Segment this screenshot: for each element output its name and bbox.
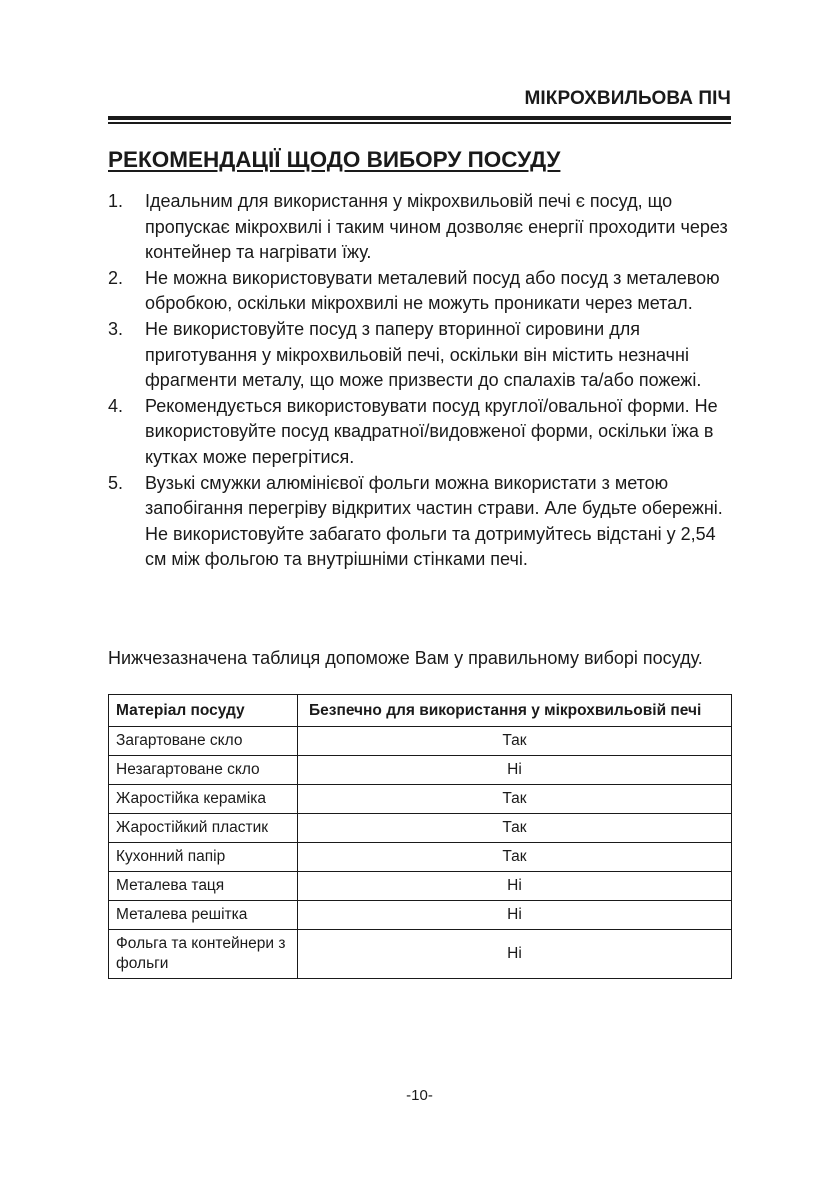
recommendation-item — [108, 317, 738, 394]
recommendation-number: 5. — [108, 472, 124, 493]
header-microwave-safe: Безпечно для використання у мікрохвильовій печі — [298, 695, 732, 727]
page-number: -10- — [406, 1087, 433, 1104]
recommendation-number: 2. — [108, 267, 124, 288]
cell-material: Фольга та контейнери з фольги — [109, 930, 298, 979]
table-intro-text: Нижчезазначена таблиця допоможе Вам у правильному виборі посуду. — [108, 648, 703, 668]
cell-material: Металева решітка — [109, 901, 298, 930]
cell-safe: Так — [298, 843, 732, 872]
recommendation-item — [108, 471, 738, 573]
recommendation-text: Рекомендується використовувати посуд круглої/овальної форми. Не використовуйте посуд квадратної/видовженої форми, оскільки їжа в кутках може перегрітися. — [145, 395, 718, 467]
table-row — [109, 756, 732, 785]
header-material: Матеріал посуду — [109, 695, 298, 727]
recommendation-number: 1. — [108, 191, 124, 211]
table-row — [109, 930, 732, 979]
table-header-row — [109, 695, 732, 727]
recommendation-item — [108, 266, 738, 317]
cell-material: Металева таця — [109, 872, 298, 901]
recommendation-text: Ідеальним для використання у мікрохвильовій печі є посуд, що пропускає мікрохвилі і таким чином дозволяє енергії проходити через контейнер та нагрівати їжу. — [145, 191, 728, 263]
cookware-safety-table — [108, 694, 732, 979]
cell-safe: Ні — [298, 901, 732, 930]
table-row — [109, 814, 732, 843]
recommendation-number: 3. — [108, 318, 124, 339]
recommendation-item — [108, 189, 738, 266]
table-row — [109, 901, 732, 930]
cell-material: Жаростійка кераміка — [109, 785, 298, 814]
recommendations-list — [108, 189, 738, 573]
recommendation-number: 4. — [108, 395, 124, 416]
cell-material: Незагартоване скло — [109, 756, 298, 785]
section-title: РЕКОМЕНДАЦІЇ ЩОДО ВИБОРУ ПОСУДУ — [108, 147, 561, 172]
running-header-title: МІКРОХВИЛЬОВА ПІЧ — [524, 88, 731, 109]
table-row — [109, 727, 732, 756]
cell-safe: Ні — [298, 872, 732, 901]
recommendation-item — [108, 394, 738, 471]
cell-safe: Так — [298, 785, 732, 814]
cell-material: Жаростійкий пластик — [109, 814, 298, 843]
cell-safe: Ні — [298, 930, 732, 979]
recommendation-text: Не використовуйте посуд з паперу вторинної сировини для приготування у мікрохвильовій печі, оскільки він містить незначні фрагменти металу, що може призвести до спалахів та/або пожежі. — [145, 318, 702, 391]
table-row — [109, 872, 732, 901]
cell-safe: Так — [298, 727, 732, 756]
cell-safe: Так — [298, 814, 732, 843]
cell-safe: Ні — [298, 756, 732, 785]
recommendation-text: Не можна використовувати металевий посуд або посуд з металевою обробкою, оскільки мікрохвилі не можуть проникати через метал. — [145, 267, 720, 314]
header-rule-thick — [108, 116, 731, 120]
header-rule-thin — [108, 122, 731, 124]
cell-material: Загартоване скло — [109, 727, 298, 756]
cell-material: Кухонний папір — [109, 843, 298, 872]
recommendation-text: Вузькі смужки алюмінієвої фольги можна використати з метою запобігання перегріву відкритих частин страви. Але будьте обережні. Не використовуйте забагато фольги та дотримуйтесь відстані у 2,54 см між фольгою та внутрішніми стінками печі. — [145, 472, 723, 570]
table-row — [109, 843, 732, 872]
table-row — [109, 785, 732, 814]
